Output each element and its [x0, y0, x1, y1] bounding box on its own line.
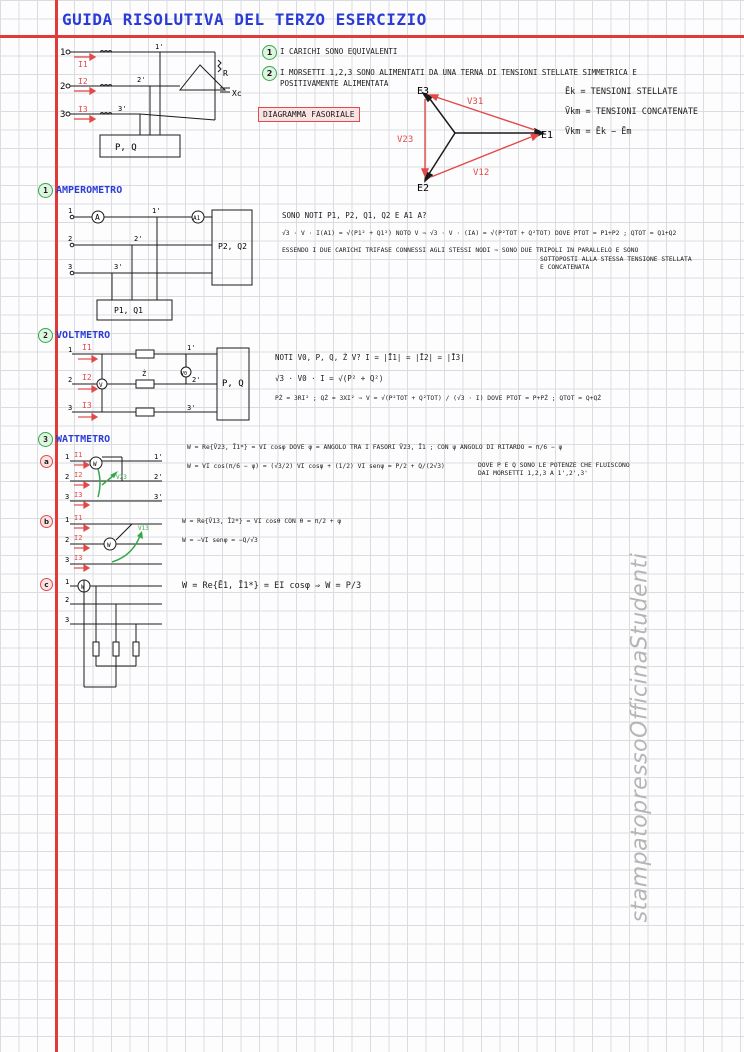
ammeter-a1: A1 — [193, 215, 201, 222]
volt-terminal-3: 3 — [68, 404, 73, 412]
watt-b-line-2: W = −VI senφ = −Q/√3 — [182, 537, 258, 544]
watt-a-meter: W — [93, 461, 97, 468]
watt-c-line-1: W = Re{Ē1, Ī1*} = EI cosφ ⇒ W = P/3 — [182, 581, 362, 591]
watt-a-terminal-2: 2 — [65, 473, 70, 481]
amp-load-bottom: P1, Q1 — [114, 306, 143, 315]
watt-c-terminal-3: 3 — [65, 616, 70, 624]
intro-circuit — [60, 40, 260, 160]
watt-a-terminal-1p: 1' — [154, 453, 163, 461]
intro-terminal-1p: 1' — [155, 43, 164, 51]
volt-terminal-2: 2 — [68, 376, 73, 384]
page-title: GUIDA RISOLUTIVA DEL TERZO ESERCIZIO — [62, 10, 427, 29]
amp-terminal-3: 3 — [68, 263, 73, 271]
watt-a-terminal-3p: 3' — [154, 493, 163, 501]
section-2-badge: 2 — [38, 328, 53, 343]
volt-current-3: I3 — [82, 401, 92, 410]
intro-note-1 — [262, 45, 397, 60]
watermark: stampatopressoOfficinaStudenti — [627, 552, 653, 923]
phasor-e2: E2 — [417, 183, 430, 194]
watt-a-v23: V23 — [116, 474, 127, 481]
amp-load-right: P2, Q2 — [218, 242, 247, 251]
amp-terminal-2p: 2' — [134, 235, 143, 243]
watt-a-line-1: W = Re{V̄23, Ī1*} = VI cosφ DOVE φ = ANGOLO TRA I FASORI V̄23, Ī1 ; CON ψ ANGOLO DI RITARDO = π/6 − ψ — [187, 444, 563, 451]
amp-line-1: SONO NOTI P1, P2, Q1, Q2 E A1 A? — [282, 211, 427, 220]
watt-c-marker — [40, 578, 53, 591]
volt-line-2: √3 · V0 · I = √(P² + Q²) — [275, 374, 384, 383]
section-3-badge: 3 — [38, 432, 53, 447]
watt-a-marker — [40, 455, 53, 468]
amp-terminal-2: 2 — [68, 235, 73, 243]
watt-b-terminal-1: 1 — [65, 516, 70, 524]
phasor-diagram-label: DIAGRAMMA FASORIALE — [258, 107, 360, 122]
wattmetro-a-circuit — [62, 447, 182, 507]
watt-a-badge: a — [40, 455, 53, 468]
margin-line-vertical — [55, 0, 58, 1052]
intro-terminal-3: 3 — [60, 110, 66, 120]
voltmeter-v0: V0 — [181, 371, 188, 377]
amp-line-3: ESSENDO I DUE CARICHI TRIFASE CONNESSI AGLI STESSI NODI ⇒ SONO DUE TRIPOLI IN PARALLELO E SONO — [282, 247, 639, 254]
watt-b-current-3: I3 — [74, 554, 83, 562]
phasor-diagram — [395, 85, 555, 195]
watt-a-terminal-3: 3 — [65, 493, 70, 501]
phasor-v23: V23 — [397, 135, 414, 145]
intro-current-2: I2 — [78, 77, 88, 86]
watt-b-meter: W — [107, 542, 111, 549]
voltmeter-v: V — [99, 382, 103, 389]
amp-terminal-1p: 1' — [152, 207, 161, 215]
phasor-e3: E3 — [417, 86, 430, 97]
watt-c-badge: c — [40, 578, 53, 591]
watt-b-current-1: I1 — [74, 514, 83, 522]
watt-b-line-1: W = Re{V̄13, Ī2*} = VI cosθ CON θ = π/2 + φ — [182, 518, 342, 525]
volt-line-1: NOTI V0, P, Q, Ż V? I = |Ī1| = |Ī2| = |Ī3| — [275, 353, 465, 362]
voltmetro-circuit — [62, 340, 262, 420]
margin-line-horizontal — [0, 35, 744, 38]
intro-current-1: I1 — [78, 60, 88, 69]
amp-terminal-3p: 3' — [114, 263, 123, 271]
volt-load-label: P, Q — [222, 379, 244, 389]
intro-capacitor-label: Xc — [232, 89, 242, 98]
intro-current-3: I3 — [78, 105, 88, 114]
volt-terminal-3p: 3' — [187, 404, 196, 412]
section-1-title: AMPEROMETRO — [56, 185, 123, 196]
phasor-e1: E1 — [541, 130, 554, 141]
amp-terminal-1: 1 — [68, 207, 73, 215]
intro-note-1-text: I CARICHI SONO EQUIVALENTI — [280, 47, 398, 57]
intro-load-label: P, Q — [115, 143, 137, 153]
phasor-v12: V12 — [473, 168, 490, 178]
legend-formula: V̄km = Ēk − Ēm — [565, 127, 632, 137]
watt-a-current-2: I2 — [74, 471, 83, 479]
intro-note-2-line1: I MORSETTI 1,2,3 SONO ALIMENTATI DA UNA TERNA DI TENSIONI STELLATE SIMMETRICA E — [280, 68, 637, 78]
amp-line-2: √3 · V · I(A1) = √(P1² + Q1²) NOTO V ⇒ √3 · V · (IA) = √(P²TOT + Q²TOT) DOVE PTOT = P1+P2 ; QTOT = Q1+Q2 — [282, 230, 677, 237]
intro-badge-2: 2 — [262, 66, 277, 81]
watt-b-marker — [40, 515, 53, 528]
volt-terminal-2p: 2' — [192, 376, 201, 384]
watt-b-badge: b — [40, 515, 53, 528]
volt-current-2: I2 — [82, 373, 92, 382]
intro-terminal-2: 2 — [60, 82, 66, 92]
watt-b-terminal-2: 2 — [65, 536, 70, 544]
watt-b-terminal-3: 3 — [65, 556, 70, 564]
intro-terminal-3p: 3' — [118, 105, 127, 113]
intro-badge-1: 1 — [262, 45, 277, 60]
volt-terminal-1p: 1' — [187, 344, 196, 352]
watt-b-v13: V13 — [138, 525, 149, 532]
intro-terminal-1: 1 — [60, 48, 66, 58]
watt-a-current-3: I3 — [74, 491, 83, 499]
intro-resistor-label: R — [223, 69, 228, 78]
amp-line-4: SOTTOPOSTI ALLA STESSA TENSIONE STELLATA — [540, 256, 692, 263]
watt-b-current-2: I2 — [74, 534, 83, 542]
legend-stellate: Ēk = TENSIONI STELLATE — [565, 87, 678, 97]
volt-terminal-1: 1 — [68, 346, 73, 354]
watt-a-line-3: DOVE P E Q SONO LE POTENZE CHE FLUISCONO — [478, 462, 630, 469]
wattmetro-b-circuit — [62, 510, 182, 570]
watt-c-terminal-2: 2 — [65, 596, 70, 604]
intro-note-2-line2: POSITIVAMENTE ALIMENTATA — [280, 79, 389, 88]
section-2-title: VOLTMETRO — [56, 330, 111, 341]
watt-a-line-2: W = VI cos(π/6 − ψ) = (√3/2) VI cosψ + (1/2) VI senψ = P/2 + Q/(2√3) — [187, 463, 445, 470]
watt-a-terminal-1: 1 — [65, 453, 70, 461]
watt-c-terminal-1: 1 — [65, 578, 70, 586]
amp-line-5: E CONCATENATA — [540, 264, 590, 271]
section-wattmetro — [38, 432, 110, 447]
section-amperometro — [38, 183, 122, 198]
volt-current-1: I1 — [82, 343, 92, 352]
ammeter-a: A — [95, 213, 100, 222]
amperometro-circuit — [62, 205, 262, 325]
wattmetro-c-circuit — [62, 572, 182, 692]
watt-a-line-4: DAI MORSETTI 1,2,3 A 1',2',3' — [478, 470, 588, 477]
legend-concatenate: V̄km = TENSIONI CONCATENATE — [565, 107, 699, 117]
section-1-badge: 1 — [38, 183, 53, 198]
volt-line-3: PŻ = 3RI² ; QŻ = 3XI² ⇒ V = √(P²TOT + Q²TOT) / (√3 · I) DOVE PTOT = P+PŻ ; QTOT = Q+QŻ — [275, 395, 602, 402]
watt-c-meter: W — [81, 584, 85, 591]
phasor-v31: V31 — [467, 97, 484, 107]
section-3-title: WATTMETRO — [56, 434, 111, 445]
intro-terminal-2p: 2' — [137, 76, 146, 84]
watt-a-current-1: I1 — [74, 451, 83, 459]
volt-impedance-label: Ż — [142, 370, 147, 378]
watt-a-terminal-2p: 2' — [154, 473, 163, 481]
